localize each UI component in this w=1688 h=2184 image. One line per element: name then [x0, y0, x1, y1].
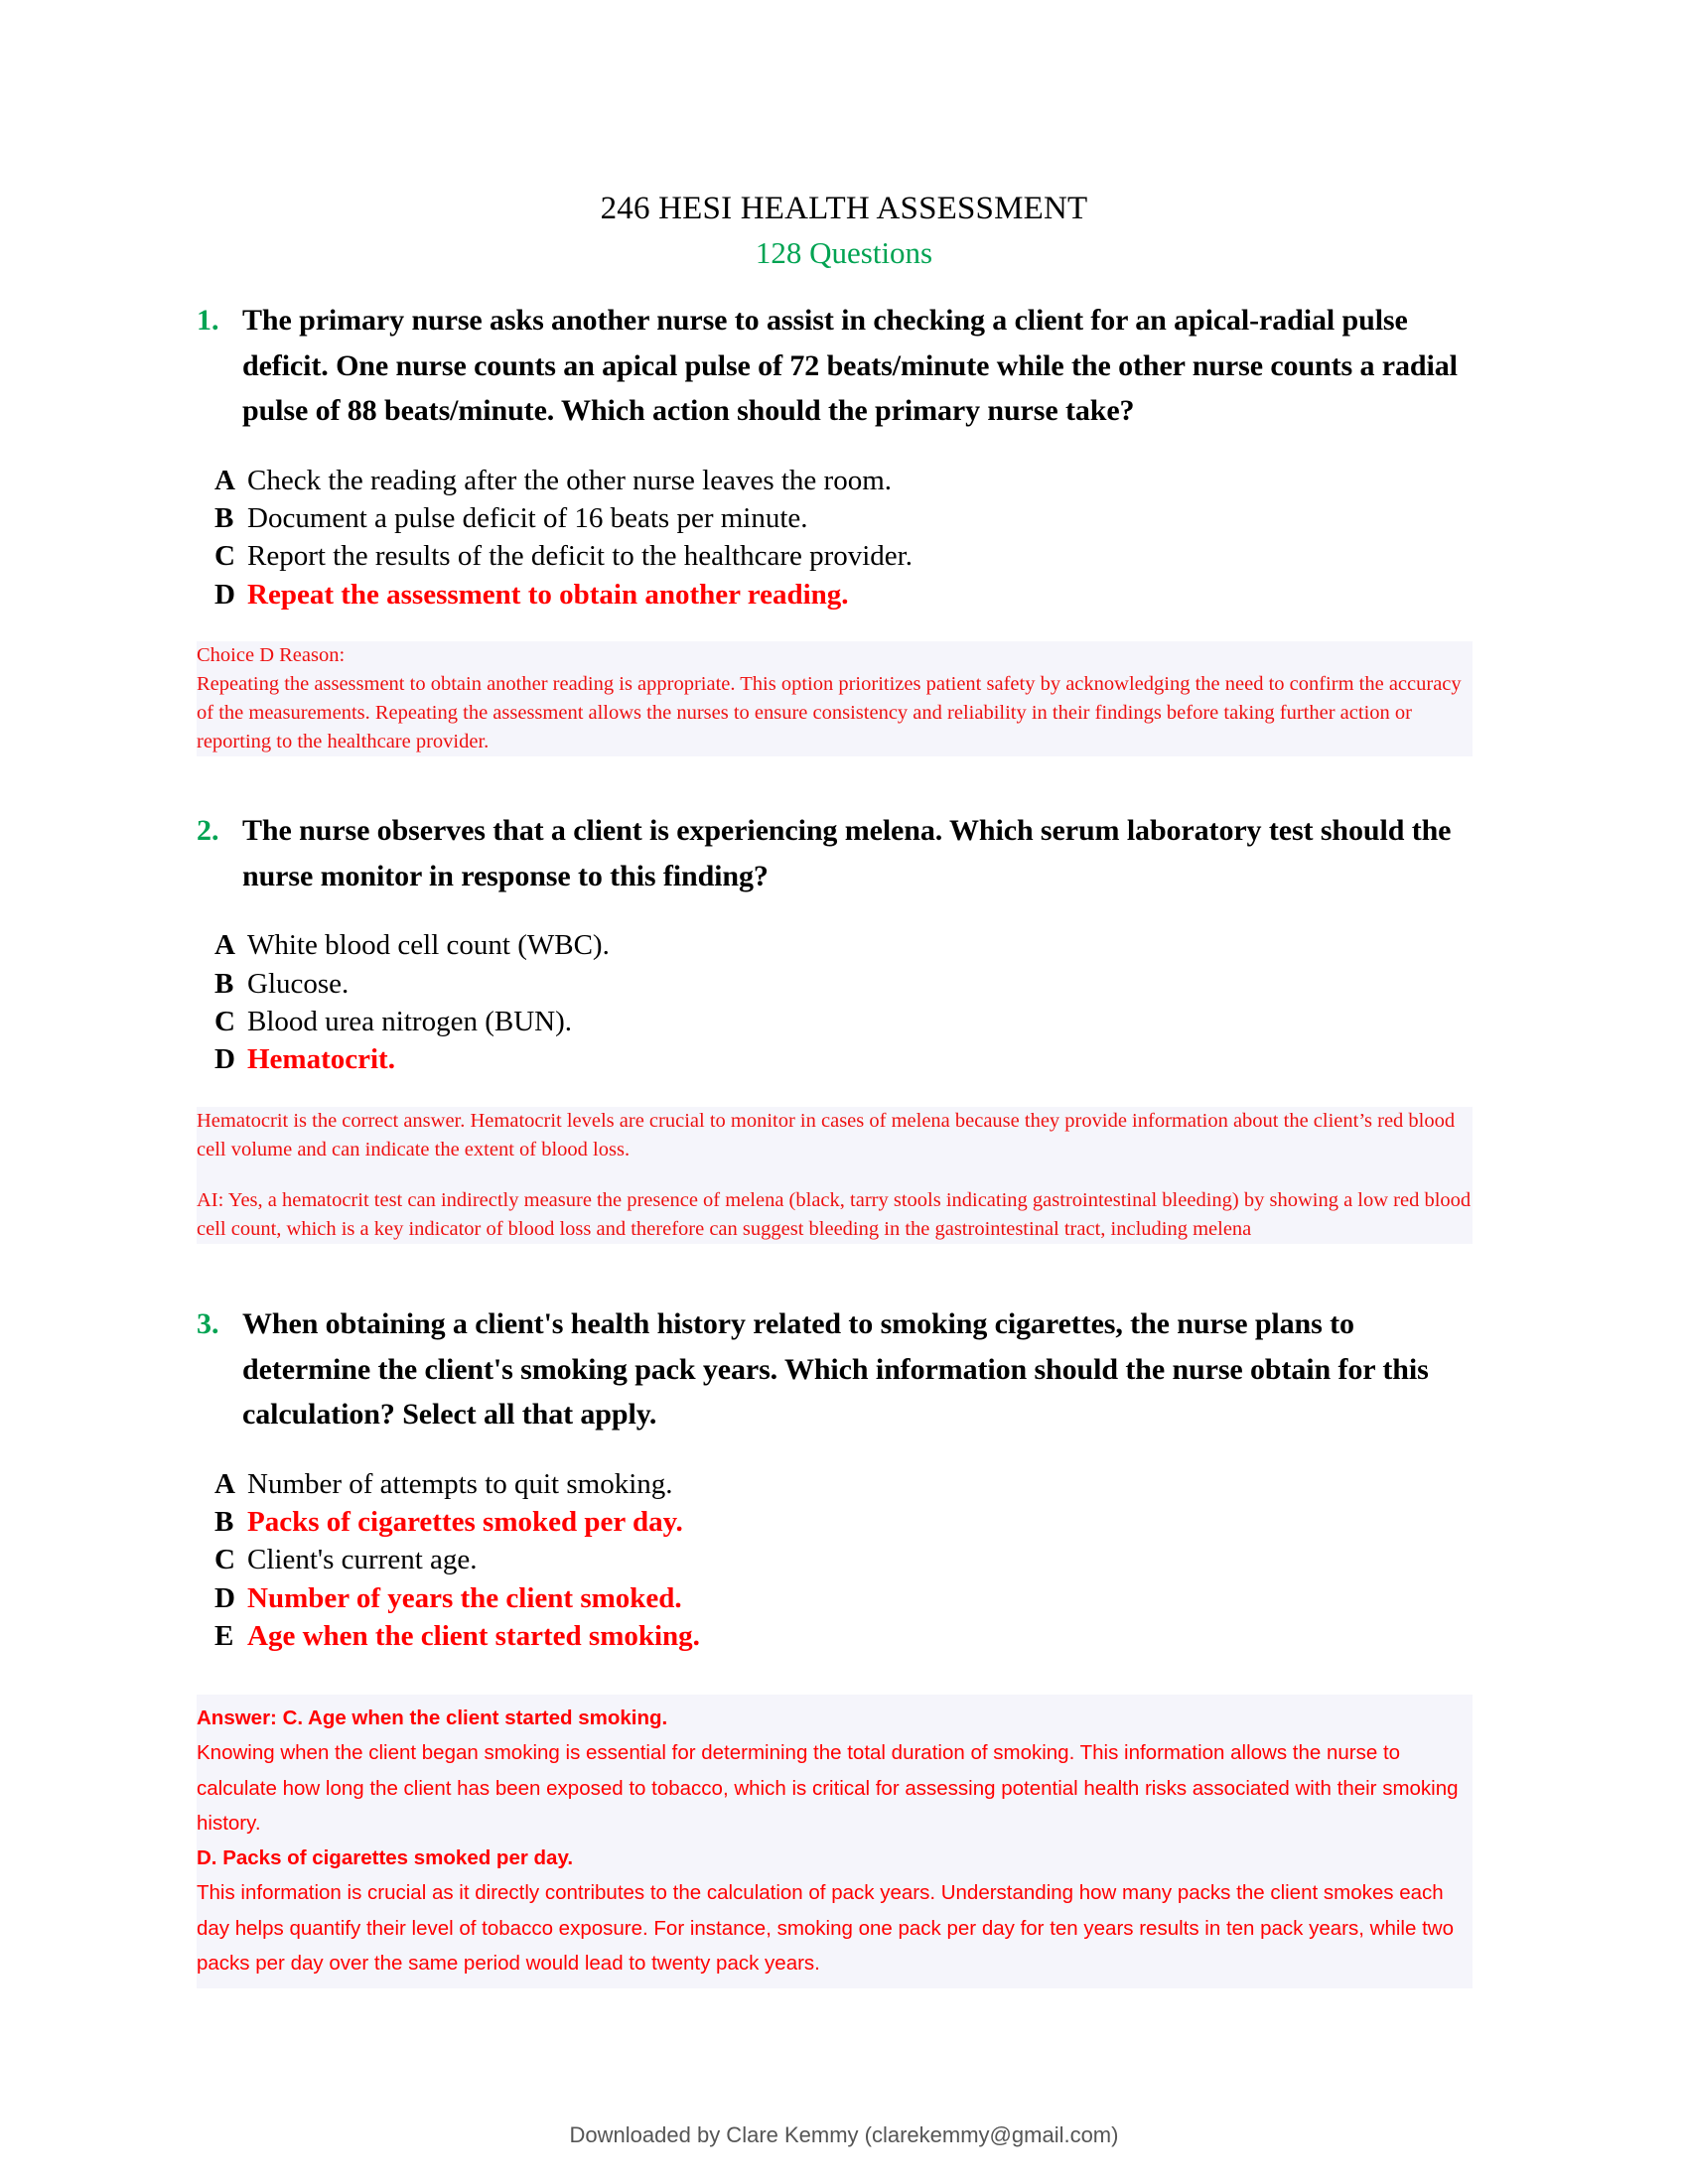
option-text: Glucose. [247, 967, 350, 1000]
option-letter: A [214, 929, 235, 962]
answer-heading-1: Answer: C. Age when the client started smoking. [197, 1706, 668, 1730]
document-title-block [0, 189, 1688, 274]
option-3-e[interactable] [214, 1617, 1477, 1655]
option-text: Blood urea nitrogen (BUN). [247, 1006, 572, 1037]
question-2-text: The nurse observes that a client is experiencing melena. Which serum laboratory test should the nurse monitor in response to this finding? [242, 814, 1452, 892]
option-text: Number of attempts to quit smoking. [247, 1467, 673, 1500]
option-text-correct: Number of years the client smoked. [247, 1581, 682, 1614]
option-text-correct: Hematocrit. [247, 1043, 395, 1076]
rationale-paragraph-2: AI: Yes, a hematocrit test can indirectly measure the presence of melena (black, tarry stools indicating gastrointestinal bleeding) by showing a low red blood cell count, which is a key indicator of blood loss and therefore can suggest bleeding in the gastrointestinal tract, including melena [197, 1186, 1473, 1244]
spacer [197, 756, 1477, 808]
question-1-rationale [197, 641, 1473, 756]
option-letter: D [214, 1581, 235, 1614]
option-2-b[interactable] [214, 965, 1477, 1003]
question-2-number: 2. [197, 814, 219, 848]
option-text-correct: Repeat the assessment to obtain another reading. [247, 578, 849, 611]
option-text-correct: Age when the client started smoking. [247, 1619, 700, 1652]
option-letter: B [214, 502, 234, 535]
option-letter: C [214, 1544, 235, 1576]
option-letter: B [214, 967, 234, 1000]
option-3-d[interactable] [214, 1579, 1477, 1617]
option-letter: D [214, 1043, 235, 1076]
option-letter: E [214, 1619, 234, 1652]
option-letter: B [214, 1506, 234, 1539]
option-2-d[interactable] [214, 1040, 1477, 1078]
option-letter: A [214, 1467, 235, 1500]
question-2-options [214, 926, 1477, 1078]
question-3-text: When obtaining a client's health history related to smoking cigarettes, the nurse plans to determine the client's smoking pack years. Which information should the nurse obtain for this calculation? Select all that apply. [242, 1306, 1429, 1432]
option-text: White blood cell count (WBC). [247, 929, 610, 962]
question-1-options [214, 462, 1477, 614]
option-1-d[interactable] [214, 576, 1477, 614]
option-1-a[interactable] [214, 462, 1477, 499]
option-text: Check the reading after the other nurse leaves the room. [247, 464, 893, 496]
answer-body-2: This information is crucial as it directly contributes to the calculation of pack years. Understanding how many packs the client smokes each day helps quantify their level of tobacco exposure. For instance, smoking one pack per day for ten years results in ten pack years, while two packs per day over the same period would lead to twenty pack years. [197, 1881, 1454, 1975]
option-text: Client's current age. [247, 1544, 478, 1576]
question-2-rationale [197, 1107, 1473, 1244]
question-3-number: 3. [197, 1306, 219, 1340]
question-1-text: The primary nurse asks another nurse to assist in checking a client for an apical-radial pulse deficit. One nurse counts an apical pulse of 72 beats/minute while the other nurse counts a radial pulse of 88 beats/minute. Which action should the primary nurse take? [242, 304, 1458, 428]
answer-heading-2: D. Packs of cigarettes smoked per day. [197, 1846, 574, 1870]
option-2-a[interactable] [214, 926, 1477, 964]
option-letter: D [214, 578, 235, 611]
option-letter: C [214, 540, 235, 573]
option-3-b[interactable] [214, 1503, 1477, 1541]
question-1 [197, 298, 1477, 434]
option-1-b[interactable] [214, 499, 1477, 537]
option-letter: C [214, 1006, 235, 1037]
question-3 [197, 1301, 1477, 1437]
question-3-answer-block [197, 1695, 1473, 1988]
page-subtitle: 128 Questions [755, 235, 933, 271]
question-2 [197, 808, 1477, 898]
document-content [197, 298, 1477, 1988]
answer-body-1: Knowing when the client began smoking is essential for determining the total duration of smoking. This information allows the nurse to calculate how long the client has been exposed to tobacco, which is critical for assessing potential health risks associated with their smoking history. [197, 1741, 1459, 1835]
rationale-heading: Choice D Reason: [197, 641, 1473, 670]
spacer [197, 1244, 1477, 1301]
question-3-options [214, 1465, 1477, 1655]
rationale-body: Repeating the assessment to obtain another reading is appropriate. This option prioritizes patient safety by acknowledging the need to confirm the accuracy of the measurements. Repeating the assessment allows the nurses to ensure consistency and reliability in their findings before taking further action or reporting to the healthcare provider. [197, 670, 1473, 756]
rationale-paragraph-1: Hematocrit is the correct answer. Hematocrit levels are crucial to monitor in cases of melena because they provide information about the client’s red blood cell volume and can indicate the extent of blood loss. [197, 1107, 1473, 1164]
option-text: Report the results of the deficit to the healthcare provider. [247, 540, 913, 573]
page-title: 246 HESI HEALTH ASSESSMENT [600, 191, 1088, 226]
option-text-correct: Packs of cigarettes smoked per day. [247, 1506, 683, 1539]
option-1-c[interactable] [214, 537, 1477, 575]
option-3-c[interactable] [214, 1541, 1477, 1578]
page-footer: Downloaded by Clare Kemmy (clarekemmy@gmail.com) [569, 2122, 1119, 2147]
option-letter: A [214, 464, 235, 496]
option-3-a[interactable] [214, 1465, 1477, 1503]
option-text: Document a pulse deficit of 16 beats per minute. [247, 502, 808, 535]
question-1-number: 1. [197, 304, 219, 337]
option-2-c[interactable] [214, 1003, 1477, 1040]
